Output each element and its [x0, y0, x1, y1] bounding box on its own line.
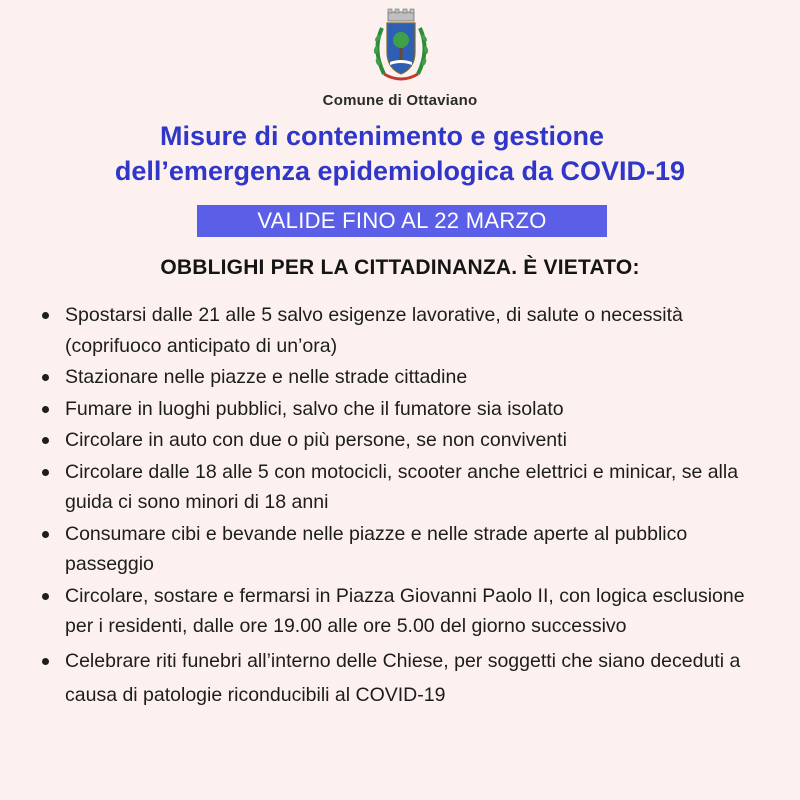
list-item	[40, 519, 770, 580]
coat-of-arms-icon	[366, 8, 436, 88]
list-item	[40, 300, 770, 361]
rule-text: Circolare dalle 18 alle 5 con motocicli, scooter anche elettrici e minicar, se alla guida ci sono minori di 18 anni	[65, 460, 739, 513]
rule-text: Circolare in auto con due o più persone, se non conviventi	[65, 429, 567, 451]
rule-text: Circolare, sostare e fermarsi in Piazza Giovanni Paolo II, con logica esclusione per i residenti, dalle ore 19.00 alle ore 5.00 del giorno successivo	[65, 584, 745, 637]
list-item	[40, 425, 770, 456]
rule-text: Stazionare nelle piazze e nelle strade cittadine	[65, 366, 468, 388]
bullet-icon	[42, 406, 49, 413]
bullet-icon	[42, 437, 49, 444]
municipality-name: Comune di Ottaviano	[322, 92, 478, 109]
rules-list	[40, 300, 770, 713]
list-item	[40, 362, 770, 393]
bullet-icon	[42, 593, 49, 600]
bullet-icon	[42, 374, 49, 381]
section-heading: OBBLIGHI PER LA CITTADINANZA. È VIETATO:	[160, 256, 640, 279]
rule-text: Consumare cibi e bevande nelle piazze e nelle strade aperte al pubblico passeggio	[65, 522, 688, 575]
rule-text: Spostarsi dalle 21 alle 5 salvo esigenze lavorative, di salute o necessità (coprifuoco anticipato di un’ora)	[65, 304, 683, 357]
list-item	[40, 581, 770, 642]
rule-text: Celebrare riti funebri all’interno delle Chiese, per soggetti che siano deceduti a causa di patologie riconducibili al COVID-19	[65, 649, 741, 706]
rule-text: Fumare in luoghi pubblici, salvo che il fumatore sia isolato	[65, 397, 564, 420]
validity-banner: VALIDE FINO AL 22 MARZO	[197, 205, 607, 237]
bullet-icon	[42, 658, 49, 665]
bullet-icon	[42, 312, 49, 319]
list-item	[40, 644, 770, 712]
list-item	[40, 457, 770, 518]
title-line-2: dell’emergenza epidemiologica da COVID-19	[114, 156, 686, 186]
bullet-icon	[42, 531, 49, 538]
bullet-icon	[42, 469, 49, 476]
title-line-1: Misure di contenimento e gestione	[159, 121, 605, 151]
page-title	[0, 119, 800, 189]
list-item	[40, 394, 770, 425]
